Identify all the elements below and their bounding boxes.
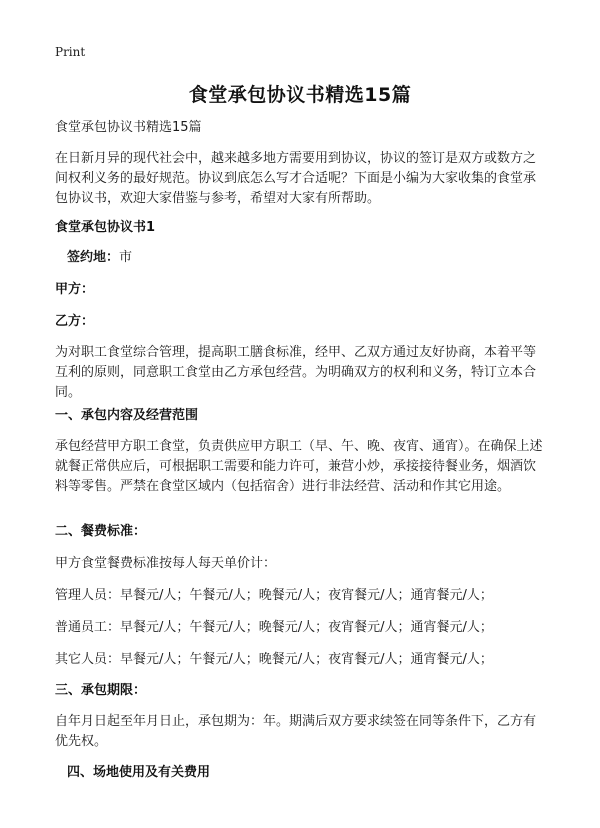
term-paragraph: 自年月日起至年月日止，承包期为：年。期满后双方要求续签在同等条件下，乙方有优先权。 [55,714,537,749]
purpose-paragraph: 为对职工食堂综合管理，提高职工膳食标准，经甲、乙双方通过友好协商，本着平等互利的原则，同意职工食堂由乙方承包经营。为明确双方的权利和义务，特订立本合同。 [55,345,537,400]
sign-place-label: 签约地： [67,250,120,265]
document-title: 食堂承包协议书精选15篇 [188,84,412,106]
heading-contract-term: 三、承包期限： [55,683,147,698]
scope-paragraph: 承包经营甲方职工食堂，负责供应甲方职工（早、午、晚、夜宵、通宵）。在确保上述就餐正常供应后，可根据职工需要和能力许可，兼营小炒，承接接待餐业务，烟酒饮料等零售。严禁在食堂区域内（包括宿舍）进行非法经营、活动和作其它用途。 [55,439,543,494]
fee-row-others: 其它人员：早餐元/人；午餐元/人；晚餐元/人；夜宵餐元/人；通宵餐元/人； [55,652,493,667]
heading-site-usage: 四、场地使用及有关费用 [67,765,211,780]
fee-intro: 甲方食堂餐费标准按每人每天单价计： [55,556,277,571]
section-heading-agreement-1: 食堂承包协议书1 [55,220,156,235]
party-a-label: 甲方： [55,282,95,297]
document-subtitle: 食堂承包协议书精选15篇 [55,120,202,135]
party-b-label: 乙方： [55,314,95,329]
fee-row-staff: 普通员工：早餐元/人；午餐元/人；晚餐元/人；夜宵餐元/人；通宵餐元/人； [55,620,493,635]
sign-place-line [55,248,557,268]
print-link[interactable]: Print [55,45,86,59]
sign-place-value: 市 [119,250,133,265]
heading-scope: 一、承包内容及经营范围 [55,408,199,423]
heading-fee-standard: 二、餐费标准： [55,524,147,539]
intro-paragraph: 在日新月异的现代社会中，越来越多地方需要用到协议，协议的签订是双方或数方之间权利义务的最好规范。协议到底怎么写才合适呢？下面是小编为大家收集的食堂承包协议书，欢迎大家借鉴与参考，希望对大家有所帮助。 [55,151,537,206]
fee-row-management: 管理人员：早餐元/人；午餐元/人；晚餐元/人；夜宵餐元/人；通宵餐元/人； [55,588,493,603]
